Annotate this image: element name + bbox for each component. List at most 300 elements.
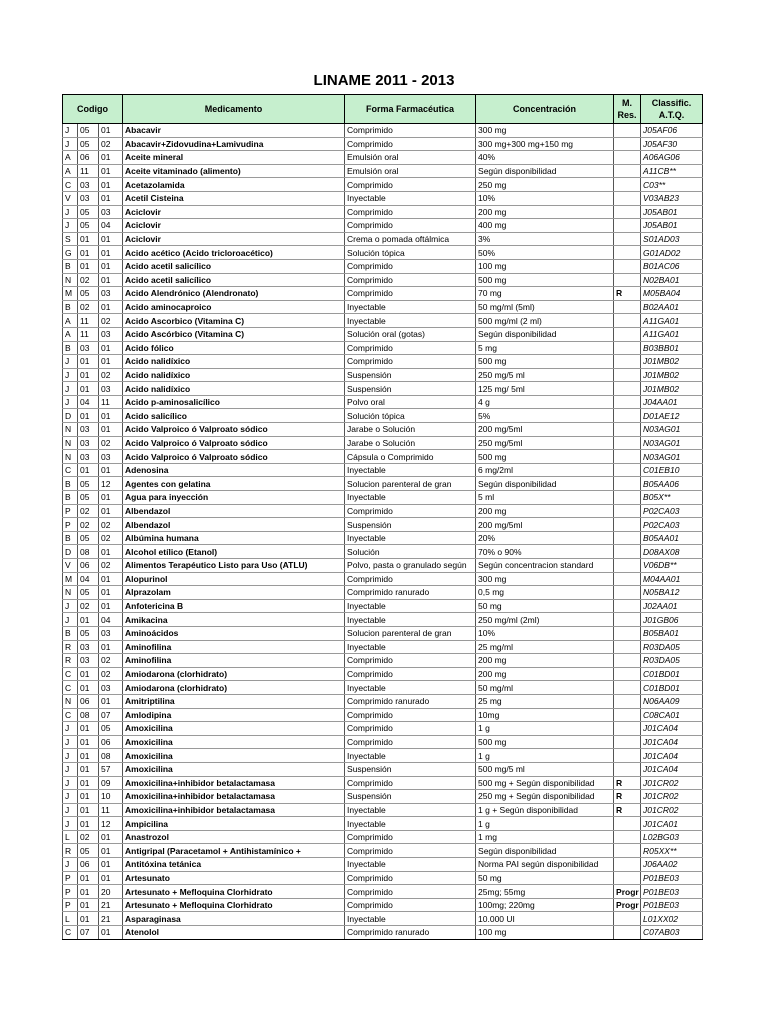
subgroup-cell: 03 [78,654,99,668]
table-row [63,545,703,559]
medicamento-cell: Abacavir+Zidovudina+Lamivudina [123,137,345,151]
medicamento-cell: Aciclovir [123,232,345,246]
atq-cell: L02BG03 [641,830,703,844]
table-row [63,151,703,165]
atq-cell: C01BD01 [641,667,703,681]
concentracion-cell: 50% [476,246,614,260]
table-row [63,477,703,491]
number-cell: 11 [99,395,123,409]
forma-cell: Inyectable [345,858,476,872]
concentracion-cell: 500 mg/ml (2 ml) [476,314,614,328]
header-medicamento: Medicamento [123,95,345,124]
mres-cell [614,844,641,858]
forma-cell: Emulsión oral [345,164,476,178]
concentracion-cell: 500 mg [476,450,614,464]
group-cell: J [63,382,78,396]
concentracion-cell: 100 mg [476,926,614,940]
medicamento-cell: Amiodarona (clorhidrato) [123,667,345,681]
medicamento-cell: Acido acetil salicílico [123,273,345,287]
forma-cell: Solución oral (gotas) [345,327,476,341]
table-row [63,667,703,681]
subgroup-cell: 06 [78,151,99,165]
forma-cell: Inyectable [345,803,476,817]
medicamento-cell: Abacavir [123,124,345,138]
medicamento-cell: Amlodipina [123,708,345,722]
concentracion-cell: Según disponibilidad [476,327,614,341]
mres-cell [614,368,641,382]
medicamento-cell: Amoxicilina [123,735,345,749]
forma-cell: Inyectable [345,599,476,613]
subgroup-cell: 01 [78,722,99,736]
group-cell: B [63,300,78,314]
group-cell: N [63,694,78,708]
atq-cell: L01XX02 [641,912,703,926]
atq-cell: P02CA03 [641,504,703,518]
atq-cell: B05AA01 [641,531,703,545]
medicamento-cell: Acetil Cisteina [123,191,345,205]
subgroup-cell: 08 [78,708,99,722]
number-cell: 03 [99,450,123,464]
header-mres-line2: Res. [617,110,637,120]
number-cell: 01 [99,273,123,287]
group-cell: J [63,858,78,872]
forma-cell: Inyectable [345,531,476,545]
atq-cell: J01CR02 [641,790,703,804]
table-row [63,436,703,450]
atq-cell: P01BE03 [641,885,703,899]
subgroup-cell: 01 [78,817,99,831]
forma-cell: Solucion parenteral de gran [345,626,476,640]
mres-cell [614,137,641,151]
medicamento-cell: Anastrozol [123,830,345,844]
subgroup-cell: 05 [78,124,99,138]
concentracion-cell: 20% [476,531,614,545]
concentracion-cell: 70% o 90% [476,545,614,559]
number-cell: 02 [99,368,123,382]
medicamento-cell: Aceite mineral [123,151,345,165]
table-row [63,926,703,940]
mres-cell [614,164,641,178]
atq-cell: N02BA01 [641,273,703,287]
concentracion-cell: 300 mg [476,572,614,586]
table-row [63,626,703,640]
atq-cell: C01BD01 [641,681,703,695]
group-cell: R [63,640,78,654]
number-cell: 01 [99,844,123,858]
concentracion-cell: Según disponibilidad [476,164,614,178]
number-cell: 01 [99,164,123,178]
medicamento-cell: Amiodarona (clorhidrato) [123,681,345,695]
atq-cell: J02AA01 [641,599,703,613]
concentracion-cell: Según concentracion standard [476,559,614,573]
header-atq-line1: Classific. [651,98,692,108]
concentracion-cell: 250 mg/ml (2ml) [476,613,614,627]
group-cell: P [63,871,78,885]
table-row [63,749,703,763]
number-cell: 12 [99,817,123,831]
medicine-table [62,94,703,940]
forma-cell: Inyectable [345,314,476,328]
mres-cell [614,531,641,545]
atq-cell: J05AF06 [641,124,703,138]
atq-cell: C01EB10 [641,463,703,477]
table-row [63,300,703,314]
forma-cell: Comprimido [345,572,476,586]
concentracion-cell: 250 mg/5 ml [476,368,614,382]
subgroup-cell: 01 [78,912,99,926]
number-cell: 21 [99,912,123,926]
table-row [63,871,703,885]
group-cell: J [63,395,78,409]
concentracion-cell: 500 mg/5 ml [476,762,614,776]
mres-cell [614,912,641,926]
table-row [63,491,703,505]
mres-cell [614,300,641,314]
header-atq [641,95,703,124]
mres-cell [614,858,641,872]
concentracion-cell: 10% [476,626,614,640]
mres-cell [614,545,641,559]
concentracion-cell: 3% [476,232,614,246]
subgroup-cell: 04 [78,572,99,586]
table-row [63,803,703,817]
group-cell: B [63,477,78,491]
atq-cell: B05AA06 [641,477,703,491]
mres-cell [614,423,641,437]
mres-cell [614,491,641,505]
subgroup-cell: 05 [78,137,99,151]
atq-cell: N03AG01 [641,423,703,437]
atq-cell: J01CR02 [641,803,703,817]
atq-cell: B01AC06 [641,259,703,273]
concentracion-cell: 300 mg+300 mg+150 mg [476,137,614,151]
forma-cell: Comprimido [345,205,476,219]
group-cell: B [63,491,78,505]
group-cell: N [63,273,78,287]
number-cell: 01 [99,191,123,205]
table-row [63,681,703,695]
atq-cell: B02AA01 [641,300,703,314]
medicamento-cell: Albendazol [123,504,345,518]
concentracion-cell: 500 mg [476,355,614,369]
forma-cell: Solución tópica [345,409,476,423]
group-cell: N [63,586,78,600]
medicamento-cell: Amoxicilina+inhibidor betalactamasa [123,776,345,790]
group-cell: N [63,423,78,437]
atq-cell: P01BE03 [641,898,703,912]
forma-cell: Solucion parenteral de gran [345,477,476,491]
table-row [63,368,703,382]
table-row [63,287,703,301]
table-row [63,885,703,899]
group-cell: J [63,776,78,790]
forma-cell: Solución [345,545,476,559]
mres-cell [614,926,641,940]
group-cell: V [63,191,78,205]
number-cell: 01 [99,694,123,708]
atq-cell: N06AA09 [641,694,703,708]
medicamento-cell: Amoxicilina+inhibidor betalactamasa [123,803,345,817]
atq-cell: J01CA04 [641,722,703,736]
atq-cell: R03DA05 [641,654,703,668]
forma-cell: Comprimido ranurado [345,694,476,708]
table-row [63,722,703,736]
number-cell: 02 [99,436,123,450]
subgroup-cell: 01 [78,232,99,246]
forma-cell: Solución tópica [345,246,476,260]
group-cell: J [63,762,78,776]
table-row [63,423,703,437]
atq-cell: A06AG06 [641,151,703,165]
atq-cell: J05AF30 [641,137,703,151]
subgroup-cell: 01 [78,885,99,899]
medicamento-cell: Agua para inyección [123,491,345,505]
table-row [63,246,703,260]
concentracion-cell: 1 g [476,817,614,831]
medicamento-cell: Adenosina [123,463,345,477]
mres-cell [614,518,641,532]
mres-cell [614,681,641,695]
atq-cell: J01CA04 [641,735,703,749]
concentracion-cell: 25 mg/ml [476,640,614,654]
forma-cell: Comprimido [345,504,476,518]
number-cell: 03 [99,681,123,695]
mres-cell [614,124,641,138]
mres-cell [614,246,641,260]
group-cell: J [63,355,78,369]
table-row [63,898,703,912]
subgroup-cell: 11 [78,314,99,328]
medicamento-cell: Acido Alendrónico (Alendronato) [123,287,345,301]
medicamento-cell: Asparaginasa [123,912,345,926]
table-row [63,586,703,600]
table-row [63,830,703,844]
medicamento-cell: Acido Valproico ó Valproato sódico [123,450,345,464]
forma-cell: Comprimido [345,776,476,790]
number-cell: 03 [99,327,123,341]
number-cell: 03 [99,287,123,301]
number-cell: 01 [99,640,123,654]
medicamento-cell: Artesunato [123,871,345,885]
number-cell: 11 [99,803,123,817]
number-cell: 08 [99,749,123,763]
atq-cell: N05BA12 [641,586,703,600]
forma-cell: Inyectable [345,749,476,763]
subgroup-cell: 01 [78,790,99,804]
group-cell: A [63,314,78,328]
group-cell: J [63,817,78,831]
medicamento-cell: Acido Valproico ó Valproato sódico [123,423,345,437]
atq-cell: D08AX08 [641,545,703,559]
group-cell: J [63,803,78,817]
number-cell: 06 [99,735,123,749]
number-cell: 01 [99,341,123,355]
header-forma: Forma Farmacéutica [345,95,476,124]
table-row [63,259,703,273]
forma-cell: Comprimido [345,341,476,355]
forma-cell: Inyectable [345,817,476,831]
group-cell: M [63,287,78,301]
mres-cell [614,219,641,233]
concentracion-cell: 40% [476,151,614,165]
subgroup-cell: 03 [78,640,99,654]
group-cell: C [63,681,78,695]
medicamento-cell: Aciclovir [123,205,345,219]
group-cell: J [63,368,78,382]
mres-cell [614,830,641,844]
medicamento-cell: Acido nalidíxico [123,382,345,396]
mres-cell [614,599,641,613]
medicamento-cell: Antigripal (Paracetamol + Antihistamínico + [123,844,345,858]
concentracion-cell: 5 ml [476,491,614,505]
subgroup-cell: 05 [78,491,99,505]
table-row [63,205,703,219]
forma-cell: Comprimido [345,735,476,749]
concentracion-cell: 200 mg [476,504,614,518]
subgroup-cell: 01 [78,382,99,396]
header-codigo: Codigo [63,95,123,124]
subgroup-cell: 05 [78,219,99,233]
number-cell: 01 [99,423,123,437]
table-row [63,409,703,423]
concentracion-cell: 200 mg [476,667,614,681]
number-cell: 01 [99,355,123,369]
mres-cell [614,559,641,573]
subgroup-cell: 03 [78,341,99,355]
group-cell: J [63,790,78,804]
mres-cell [614,273,641,287]
group-cell: B [63,341,78,355]
subgroup-cell: 02 [78,504,99,518]
forma-cell: Comprimido [345,273,476,287]
atq-cell: V03AB23 [641,191,703,205]
mres-cell [614,749,641,763]
mres-cell: Progr [614,898,641,912]
number-cell: 05 [99,722,123,736]
medicamento-cell: Agentes con gelatina [123,477,345,491]
mres-cell: R [614,776,641,790]
medicamento-cell: Acido acético (Acido tricloroacético) [123,246,345,260]
table-row [63,912,703,926]
subgroup-cell: 05 [78,205,99,219]
mres-cell [614,232,641,246]
concentracion-cell: 400 mg [476,219,614,233]
atq-cell: J06AA02 [641,858,703,872]
concentracion-cell: 5 mg [476,341,614,355]
table-row [63,762,703,776]
table-row [63,314,703,328]
mres-cell [614,191,641,205]
mres-cell [614,382,641,396]
concentracion-cell: 300 mg [476,124,614,138]
header-atq-line2: A.T.Q. [658,110,685,120]
subgroup-cell: 01 [78,409,99,423]
medicamento-cell: Acido Ascorbico (Vitamina C) [123,314,345,328]
group-cell: N [63,450,78,464]
forma-cell: Cápsula o Comprimido [345,450,476,464]
forma-cell: Emulsión oral [345,151,476,165]
subgroup-cell: 01 [78,463,99,477]
atq-cell: B05X** [641,491,703,505]
subgroup-cell: 01 [78,762,99,776]
forma-cell: Comprimido [345,137,476,151]
number-cell: 03 [99,626,123,640]
number-cell: 01 [99,259,123,273]
header-row [63,95,703,124]
number-cell: 10 [99,790,123,804]
medicamento-cell: Acido fólico [123,341,345,355]
number-cell: 01 [99,491,123,505]
mres-cell [614,871,641,885]
concentracion-cell: 50 mg/ml [476,681,614,695]
table-row [63,708,703,722]
concentracion-cell: 200 mg [476,205,614,219]
subgroup-cell: 01 [78,776,99,790]
group-cell: J [63,124,78,138]
concentracion-cell: 6 mg/2ml [476,463,614,477]
atq-cell: B03BB01 [641,341,703,355]
subgroup-cell: 11 [78,327,99,341]
subgroup-cell: 05 [78,531,99,545]
forma-cell: Suspensión [345,518,476,532]
table-row [63,640,703,654]
mres-cell [614,355,641,369]
header-concentracion: Concentración [476,95,614,124]
medicamento-cell: Acido Ascórbico (Vitamina C) [123,327,345,341]
mres-cell [614,722,641,736]
atq-cell: A11GA01 [641,327,703,341]
number-cell: 20 [99,885,123,899]
atq-cell: C03** [641,178,703,192]
atq-cell: J05AB01 [641,219,703,233]
medicamento-cell: Aminofilina [123,640,345,654]
concentracion-cell: Norma PAI según disponibilidad [476,858,614,872]
atq-cell: J01MB02 [641,355,703,369]
concentracion-cell: Según disponibilidad [476,844,614,858]
subgroup-cell: 01 [78,749,99,763]
table-row [63,559,703,573]
subgroup-cell: 01 [78,667,99,681]
atq-cell: B05BA01 [641,626,703,640]
medicamento-cell: Acido aminocaproico [123,300,345,314]
atq-cell: N03AG01 [641,436,703,450]
forma-cell: Suspensión [345,790,476,804]
table-row [63,219,703,233]
concentracion-cell: 1 g + Según disponibilidad [476,803,614,817]
table-row [63,395,703,409]
number-cell: 03 [99,382,123,396]
number-cell: 12 [99,477,123,491]
number-cell: 02 [99,559,123,573]
forma-cell: Comprimido [345,898,476,912]
concentracion-cell: 1 g [476,749,614,763]
subgroup-cell: 03 [78,450,99,464]
forma-cell: Comprimido [345,885,476,899]
mres-cell [614,409,641,423]
subgroup-cell: 05 [78,586,99,600]
number-cell: 01 [99,599,123,613]
concentracion-cell: 5% [476,409,614,423]
subgroup-cell: 07 [78,926,99,940]
mres-cell [614,762,641,776]
group-cell: B [63,259,78,273]
group-cell: A [63,151,78,165]
forma-cell: Comprimido [345,871,476,885]
subgroup-cell: 02 [78,300,99,314]
number-cell: 02 [99,667,123,681]
table-row [63,463,703,477]
mres-cell [614,178,641,192]
